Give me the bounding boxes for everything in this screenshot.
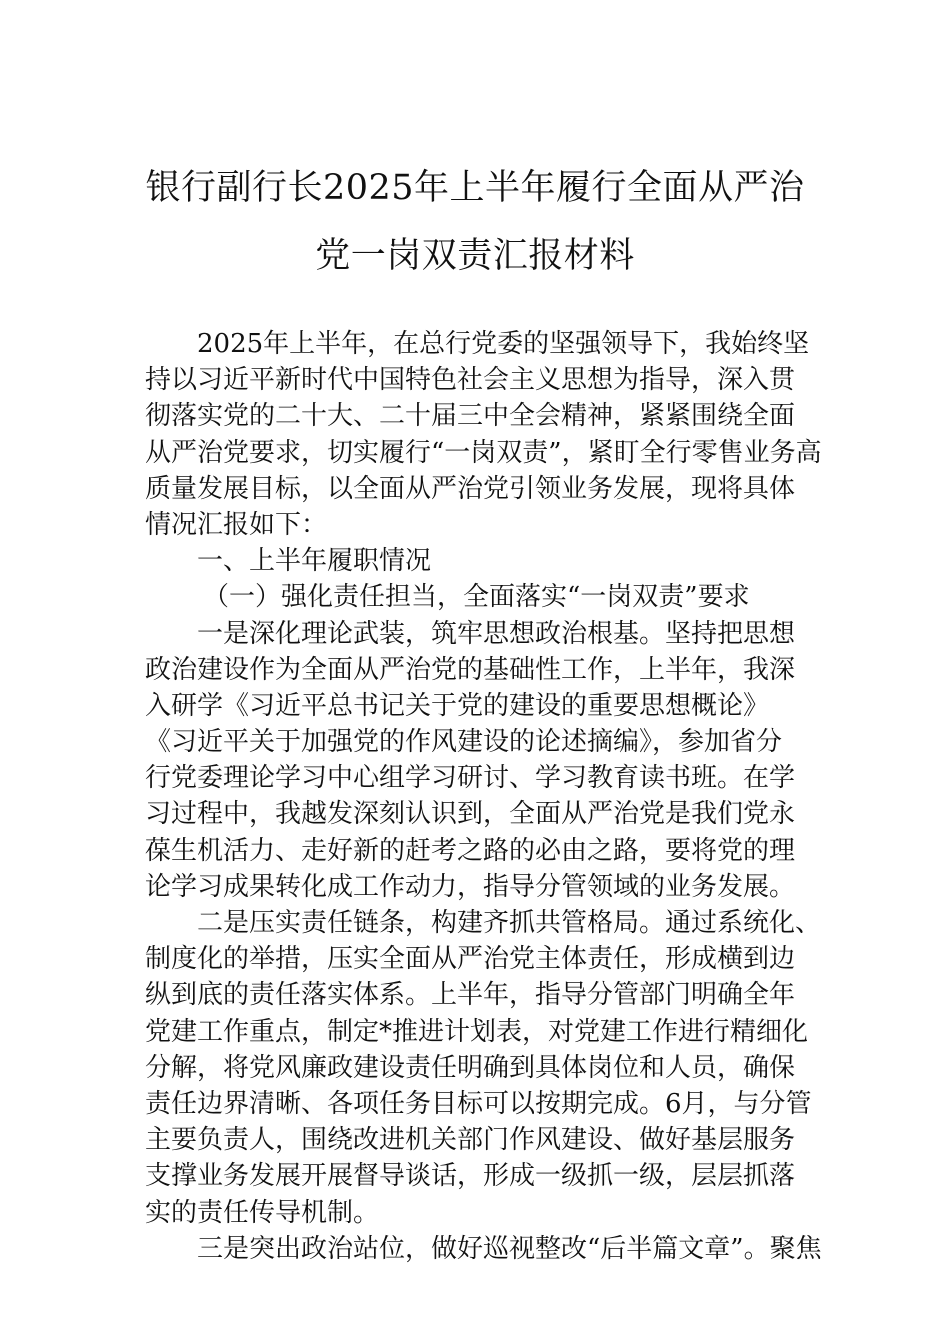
text-line: 质量发展目标，以全面从严治党引领业务发展，现将具体	[145, 473, 796, 504]
text-line: 党建工作重点，制定*推进计划表，对党建工作进行精细化	[145, 1016, 809, 1047]
document-title-line-1: 银行副行长2025年上半年履行全面从严治	[145, 168, 805, 208]
text-line: 二是压实责任链条，构建齐抓共管格局。通过系统化、	[197, 908, 822, 938]
text-line: 三是突出政治站位，做好巡视整改“后半篇文章”。聚焦	[197, 1233, 822, 1264]
text-line: 《习近平关于加强党的作风建设的论述摘编》，参加省分	[145, 727, 783, 758]
text-line: 葆生机活力、走好新的赶考之路的必由之路，要将党的理	[145, 835, 796, 866]
text-line: 情况汇报如下：	[145, 509, 328, 540]
text-line: 支撑业务发展开展督导谈话，形成一级抓一级，层层抓落	[145, 1161, 796, 1192]
text-line: 主要负责人，围绕改进机关部门作风建设、做好基层服务	[145, 1125, 796, 1156]
text-line: 从严治党要求，切实履行“一岗双责”，紧盯全行零售业务高	[145, 437, 822, 468]
text-line: 制度化的举措，压实全面从严治党主体责任，形成横到边	[145, 944, 796, 975]
text-line: 习过程中，我越发深刻认识到，全面从严治党是我们党永	[145, 799, 796, 830]
text-line: 纵到底的责任落实体系。上半年，指导分管部门明确全年	[145, 980, 796, 1011]
text-line: 一、上半年履职情况	[197, 546, 432, 577]
text-line: 彻落实党的二十大、二十届三中全会精神，紧紧围绕全面	[145, 401, 796, 432]
document-title-line-2: 党一岗双责汇报材料	[315, 236, 635, 276]
document-body	[145, 326, 822, 1267]
text-line: 论学习成果转化成工作动力，指导分管领域的业务发展。	[145, 871, 796, 902]
text-line: 行党委理论学习中心组学习研讨、学习教育读书班。在学	[145, 763, 796, 794]
text-line: 分解，将党风廉政建设责任明确到具体岗位和人员，确保	[145, 1052, 796, 1083]
text-line: 政治建设作为全面从严治党的基础性工作，上半年，我深	[145, 654, 796, 685]
text-line: （一）强化责任担当，全面落实“一岗双责”要求	[203, 582, 750, 613]
text-line: 2025年上半年，在总行党委的坚强领导下，我始终坚	[197, 329, 810, 359]
text-line: 实的责任传导机制。	[145, 1197, 380, 1228]
text-line: 入研学《习近平总书记关于党的建设的重要思想概论》	[145, 690, 770, 721]
text-line: 责任边界清晰、各项任务目标可以按期完成。6月，与分管	[145, 1088, 812, 1119]
text-line: 一是深化理论武装，筑牢思想政治根基。坚持把思想	[197, 618, 796, 649]
text-line: 持以习近平新时代中国特色社会主义思想为指导，深入贯	[145, 365, 796, 396]
